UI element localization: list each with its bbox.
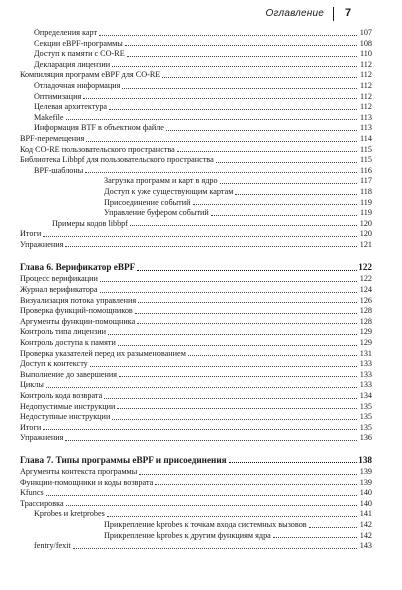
toc-chapter-entry[interactable] <box>20 454 372 467</box>
dot-leader <box>125 45 357 46</box>
dot-leader <box>112 419 357 420</box>
toc-entry[interactable] <box>20 433 372 444</box>
toc-entry-page: 113 <box>360 112 372 122</box>
toc-entry[interactable] <box>20 134 372 145</box>
toc-entry-page: 115 <box>360 155 372 165</box>
toc-entry-title: Трассировка <box>20 498 64 508</box>
toc-entry-page: 120 <box>359 218 372 228</box>
dot-leader <box>112 66 357 67</box>
toc-entry-page: 141 <box>359 509 372 519</box>
toc-entry-page: 110 <box>360 49 372 59</box>
dot-leader <box>117 408 357 409</box>
dot-leader <box>43 429 357 430</box>
toc-entry-page: 139 <box>359 477 372 487</box>
dot-leader <box>216 162 357 163</box>
toc-entry-title: Аргументы контекста программы <box>20 466 138 476</box>
dot-leader <box>104 398 357 399</box>
dot-leader <box>127 56 357 57</box>
toc-entry[interactable] <box>20 229 372 240</box>
dot-leader <box>137 323 357 324</box>
toc-entry-page: 134 <box>359 391 372 400</box>
toc-entry-page: 112 <box>360 70 372 80</box>
toc-entry[interactable] <box>20 306 372 317</box>
dot-leader <box>188 355 357 356</box>
toc-entry[interactable] <box>20 123 372 134</box>
header-divider <box>333 7 334 21</box>
toc-entry-title: Контроль доступа к памяти <box>20 338 116 348</box>
toc-entry[interactable] <box>20 145 372 156</box>
toc-entry-title: Загрузка программ и карт в ядро <box>104 176 218 186</box>
toc-entry[interactable] <box>20 296 372 307</box>
toc-entry-title: Компиляция программ eBPF для CO-RE <box>20 70 161 80</box>
toc-entry-page: 119 <box>360 197 372 207</box>
toc-entry[interactable] <box>20 327 372 338</box>
toc-entry-page: 131 <box>359 348 372 358</box>
toc-entry-page: 121 <box>359 239 372 249</box>
toc-entry-page: 108 <box>359 38 372 48</box>
toc-entry[interactable] <box>20 187 372 198</box>
toc-entry-page: 138 <box>358 454 372 465</box>
dot-leader <box>135 313 357 314</box>
toc-entry[interactable] <box>20 28 372 39</box>
toc-entry-title: BPF-шаблоны <box>34 165 84 175</box>
toc-entry-title: Циклы <box>20 380 44 390</box>
dot-leader <box>66 119 357 120</box>
toc-entry-title: Библиотека Libbpf для пользовательского пространства <box>20 155 214 165</box>
toc-entry-title: Отладочная информация <box>34 80 121 90</box>
toc-entry-page: 112 <box>360 59 372 69</box>
toc-entry-page: 135 <box>359 401 372 411</box>
toc-entry-title: Определения карт <box>34 28 98 37</box>
toc-entry-page: 128 <box>359 306 372 316</box>
toc-entry[interactable] <box>20 198 372 209</box>
dot-leader <box>235 194 357 195</box>
dot-leader <box>119 376 357 377</box>
toc-entry-title: Прикрепление kprobes к точкам входа системных вызовов <box>104 519 307 529</box>
dot-leader <box>65 440 357 441</box>
toc-entry-page: 135 <box>359 422 372 432</box>
toc-entry[interactable] <box>20 102 372 113</box>
toc-entry-page: 122 <box>359 274 372 284</box>
toc-entry[interactable] <box>20 509 372 520</box>
toc-entry-title: Проверка функций-помощников <box>20 306 133 316</box>
toc-entry-page: 126 <box>359 295 372 305</box>
dot-leader <box>66 505 357 506</box>
dot-leader <box>90 366 357 367</box>
toc-entry-title: Код CO-RE пользовательского пространства <box>20 144 175 154</box>
toc-entry[interactable] <box>20 155 372 166</box>
toc-entry[interactable] <box>20 274 372 285</box>
dot-leader <box>211 215 357 216</box>
running-header <box>0 6 370 22</box>
toc-entry[interactable] <box>20 240 372 251</box>
toc-entry[interactable] <box>20 81 372 92</box>
dot-leader <box>83 98 357 99</box>
table-of-contents <box>20 28 372 552</box>
toc-entry-title: Журнал верификатора <box>20 285 98 295</box>
toc-entry-page: 118 <box>360 186 372 196</box>
toc-entry-title: Секции eBPF-программы <box>34 38 123 48</box>
toc-entry-page: 129 <box>359 338 372 348</box>
toc-entry-page: 115 <box>360 144 372 154</box>
toc-entry-title: Упражнения <box>20 239 64 249</box>
dot-leader <box>229 462 357 463</box>
toc-entry-page: 142 <box>359 530 372 540</box>
toc-entry-title: Контроль типа лицензии <box>20 327 107 337</box>
toc-entry-title: Доступ к уже существующим картам <box>104 186 234 196</box>
dot-leader <box>122 88 357 89</box>
dot-leader <box>155 484 357 485</box>
dot-leader <box>100 292 357 293</box>
toc-entry-title: Упражнения <box>20 433 64 443</box>
toc-entry[interactable] <box>20 380 372 391</box>
toc-entry[interactable] <box>20 49 372 60</box>
toc-entry-page: 112 <box>360 102 372 112</box>
toc-entry[interactable] <box>20 531 372 542</box>
toc-entry[interactable] <box>20 166 372 177</box>
toc-entry-title: Целевая архитектура <box>34 102 108 112</box>
dot-leader <box>177 151 357 152</box>
dot-leader <box>130 225 357 226</box>
toc-entry-title: Итоги <box>20 422 42 432</box>
page-number: 7 <box>345 7 352 19</box>
dot-leader <box>46 387 357 388</box>
toc-entry-page: 128 <box>359 316 372 326</box>
running-header-title: Оглавление <box>265 8 324 19</box>
toc-entry[interactable] <box>20 349 372 360</box>
toc-entry-page: 119 <box>360 208 372 218</box>
toc-entry-title: Управление буфером событий <box>104 208 209 218</box>
dot-leader <box>109 109 357 110</box>
toc-entry[interactable] <box>20 402 372 413</box>
dot-leader <box>162 77 357 78</box>
toc-entry[interactable] <box>20 60 372 71</box>
toc-entry-page: 112 <box>360 80 372 90</box>
toc-entry[interactable] <box>20 92 372 103</box>
section-gap <box>20 250 372 261</box>
dot-leader <box>193 204 358 205</box>
toc-entry-page: 139 <box>359 466 372 476</box>
toc-entry-title: Аргументы функции-помощника <box>20 316 136 326</box>
toc-entry-page: 107 <box>359 28 372 37</box>
dot-leader <box>107 516 357 517</box>
toc-entry[interactable] <box>20 478 372 489</box>
toc-entry-title: Kfuncs <box>20 488 44 498</box>
toc-entry[interactable] <box>20 39 372 50</box>
toc-entry-page: 133 <box>359 380 372 390</box>
dot-leader <box>100 281 357 282</box>
toc-entry[interactable] <box>20 285 372 296</box>
toc-entry-page: 116 <box>360 165 372 175</box>
dot-leader <box>118 345 357 346</box>
toc-entry-title: Информация BTF в объектном файле <box>34 123 164 133</box>
toc-entry-page: 135 <box>359 412 372 422</box>
toc-entry-page: 112 <box>360 91 372 101</box>
toc-entry-title: Доступ к памяти с CO-RE <box>34 49 125 59</box>
toc-entry-title: Доступ к контексту <box>20 359 88 369</box>
toc-entry-title: Примеры кодов libbpf <box>52 218 128 228</box>
toc-entry-title: Проверка указателей перед их разыменованием <box>20 348 186 358</box>
toc-entry-page: 140 <box>359 498 372 508</box>
toc-entry-title: Глава 7. Типы программы eBPF и присоединения <box>20 454 227 465</box>
toc-entry-title: Выполнение до завершения <box>20 369 118 379</box>
dot-leader <box>73 548 357 549</box>
toc-entry[interactable] <box>20 391 372 402</box>
toc-entry-title: Прикрепление kprobes к другим функциям ядра <box>104 530 271 540</box>
toc-entry[interactable] <box>20 359 372 370</box>
toc-entry[interactable] <box>20 176 372 187</box>
toc-entry[interactable] <box>20 70 372 81</box>
toc-entry[interactable] <box>20 370 372 381</box>
toc-entry-title: Присоединение событий <box>104 197 191 207</box>
toc-entry[interactable] <box>20 317 372 328</box>
toc-entry-page: 143 <box>359 541 372 551</box>
dot-leader <box>220 183 357 184</box>
dot-leader <box>65 246 357 247</box>
dot-leader <box>43 236 357 237</box>
toc-entry-title: Процесс верификации <box>20 274 98 284</box>
toc-entry[interactable] <box>20 541 372 552</box>
toc-entry-page: 129 <box>359 327 372 337</box>
toc-entry-title: fentry/fexit <box>34 541 71 551</box>
toc-entry-title: Недоступные инструкции <box>20 412 111 422</box>
toc-entry-title: Визуализация потока управления <box>20 295 137 305</box>
toc-entry-page: 114 <box>360 133 372 143</box>
toc-entry[interactable] <box>20 520 372 531</box>
dot-leader <box>309 527 357 528</box>
section-gap <box>20 444 372 454</box>
dot-leader <box>86 141 357 142</box>
toc-entry[interactable] <box>20 467 372 478</box>
toc-entry-page: 117 <box>360 176 372 186</box>
toc-entry-title: Kprobes и kretprobes <box>34 509 105 519</box>
toc-entry-page: 113 <box>360 123 372 133</box>
toc-entry-page: 120 <box>359 229 372 239</box>
toc-entry-page: 142 <box>359 519 372 529</box>
toc-entry-page: 133 <box>359 369 372 379</box>
toc-entry-title: Недопустимые инструкции <box>20 401 116 411</box>
toc-chapter-entry[interactable] <box>20 261 372 274</box>
dot-leader <box>108 334 357 335</box>
dot-leader <box>99 35 357 36</box>
toc-entry-page: 136 <box>359 433 372 443</box>
toc-entry-page: 122 <box>358 262 372 273</box>
toc-entry[interactable] <box>20 338 372 349</box>
toc-entry-title: Глава 6. Верификатор eBPF <box>20 262 136 273</box>
toc-entry[interactable] <box>20 208 372 219</box>
dot-leader <box>166 130 357 131</box>
toc-entry[interactable] <box>20 219 372 230</box>
toc-entry[interactable] <box>20 488 372 499</box>
toc-entry-title: Функции-помощники и коды возврата <box>20 477 154 487</box>
dot-leader <box>138 302 357 303</box>
toc-entry-page: 140 <box>359 488 372 498</box>
toc-entry[interactable] <box>20 113 372 124</box>
toc-entry-title: Контроль кода возврата <box>20 391 103 400</box>
toc-entry[interactable] <box>20 499 372 510</box>
toc-entry-title: BPF-перемещения <box>20 133 85 143</box>
toc-entry-title: Декларация лицензии <box>34 59 111 69</box>
dot-leader <box>85 172 357 173</box>
toc-entry-title: Итоги <box>20 229 42 239</box>
dot-leader <box>273 537 357 538</box>
toc-entry-page: 124 <box>359 285 372 295</box>
toc-entry-title: Makefile <box>34 112 64 122</box>
toc-entry-page: 133 <box>359 359 372 369</box>
toc-entry[interactable] <box>20 423 372 434</box>
dot-leader <box>139 474 357 475</box>
dot-leader <box>137 270 357 271</box>
toc-entry-title: Оптимизация <box>34 91 82 101</box>
toc-entry[interactable] <box>20 412 372 423</box>
dot-leader <box>46 495 357 496</box>
